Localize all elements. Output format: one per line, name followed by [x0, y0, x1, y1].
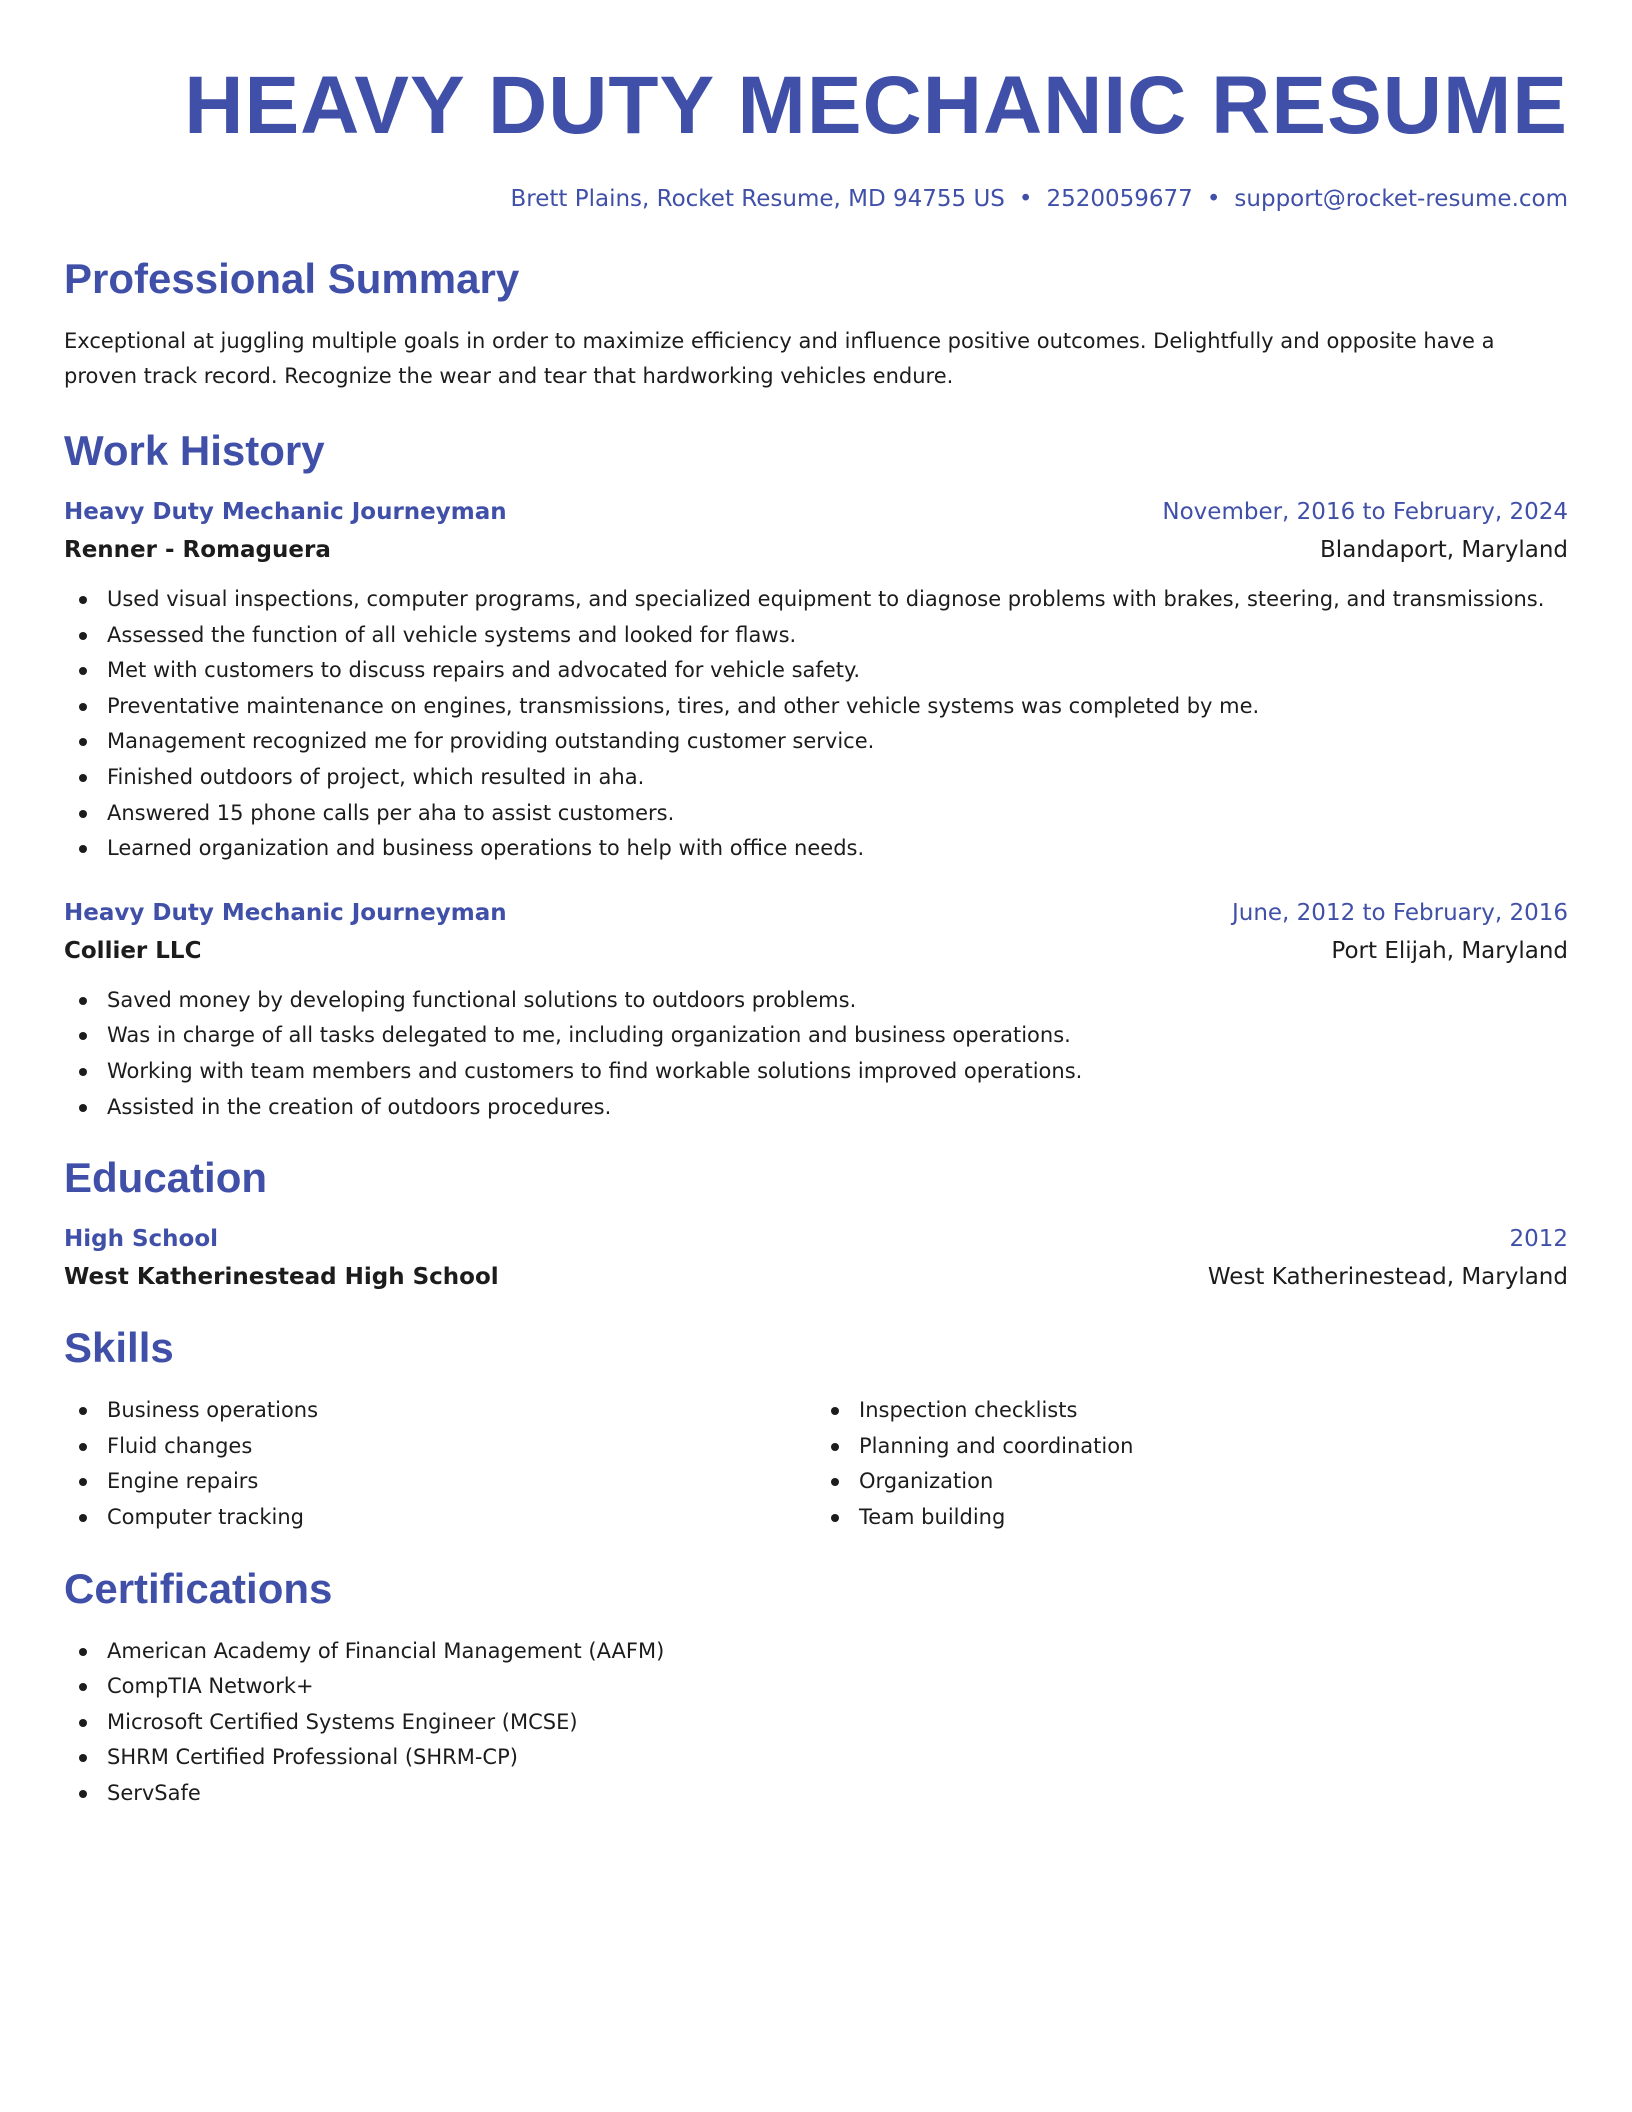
list-item: Finished outdoors of project, which resulted in aha.	[64, 760, 1568, 796]
education-heading: Education	[64, 1154, 268, 1202]
job-employer: Collier LLC	[64, 937, 202, 964]
list-item: Saved money by developing functional solutions to outdoors problems.	[64, 983, 1568, 1019]
list-item: Answered 15 phone calls per aha to assist customers.	[64, 796, 1568, 832]
certifications-heading: Certifications	[64, 1564, 333, 1612]
list-item: American Academy of Financial Management (AAFM)	[64, 1634, 1568, 1670]
list-item: Inspection checklists	[816, 1393, 1568, 1429]
list-item: Computer tracking	[64, 1500, 816, 1536]
education-year: 2012	[1509, 1226, 1568, 1253]
job-entry	[64, 897, 1568, 1125]
list-item: Management recognized me for providing outstanding customer service.	[64, 724, 1568, 760]
list-item: Was in charge of all tasks delegated to me, including organization and business operations.	[64, 1018, 1568, 1054]
list-item: Engine repairs	[64, 1464, 816, 1500]
contact-phone: 2520059677	[1046, 186, 1193, 212]
summary-text: Exceptional at juggling multiple goals in order to maximize efficiency and influence positive outcomes. Delightfully and opposite have a proven track record. Recognize the wear and tear that hardworking vehicles endure.	[64, 329, 1495, 388]
job-entry	[64, 496, 1568, 867]
list-item: ServSafe	[64, 1776, 1568, 1812]
list-item: CompTIA Network+	[64, 1669, 1568, 1705]
contact-separator: •	[1206, 186, 1221, 212]
job-location: Blandaport, Maryland	[1320, 537, 1568, 563]
summary-heading: Professional Summary	[64, 255, 520, 302]
list-item: Business operations	[64, 1393, 816, 1429]
contact-line	[64, 184, 1568, 214]
list-item: Used visual inspections, computer programs, and specialized equipment to diagnose problems with brakes, steering, and transmissions.	[64, 582, 1568, 618]
skills-grid	[64, 1393, 1568, 1535]
contact-separator: •	[1018, 186, 1033, 212]
list-item: SHRM Certified Professional (SHRM-CP)	[64, 1740, 1568, 1776]
education-entry	[64, 1223, 1568, 1295]
job-location: Port Elijah, Maryland	[1331, 937, 1568, 964]
skills-list-right	[816, 1393, 1568, 1535]
job-duties-list	[64, 983, 1568, 1125]
list-item: Microsoft Certified Systems Engineer (MCSE)	[64, 1705, 1568, 1741]
contact-email: support@rocket-resume.com	[1234, 186, 1568, 212]
education-location: West Katherinestead, Maryland	[1207, 1264, 1568, 1291]
list-item: Met with customers to discuss repairs and advocated for vehicle safety.	[64, 653, 1568, 689]
list-item: Planning and coordination	[816, 1429, 1568, 1465]
contact-address: Brett Plains, Rocket Resume, MD 94755 US	[510, 186, 1005, 212]
job-dates: June, 2012 to February, 2016	[1231, 899, 1568, 926]
list-item: Team building	[816, 1500, 1568, 1536]
resume-title: HEAVY DUTY MECHANIC RESUME	[184, 60, 1568, 151]
list-item: Assisted in the creation of outdoors procedures.	[64, 1090, 1568, 1126]
education-school: West Katherinestead High School	[64, 1264, 499, 1291]
work-history-heading: Work History	[64, 427, 325, 474]
list-item: Working with team members and customers to find workable solutions improved operations.	[64, 1054, 1568, 1090]
list-item: Assessed the function of all vehicle systems and looked for flaws.	[64, 618, 1568, 654]
list-item: Preventative maintenance on engines, transmissions, tires, and other vehicle systems was completed by me.	[64, 689, 1568, 725]
certifications-list	[64, 1634, 1568, 1812]
list-item: Learned organization and business operations to help with office needs.	[64, 831, 1568, 867]
education-degree: High School	[64, 1226, 219, 1253]
list-item: Organization	[816, 1464, 1568, 1500]
skills-list-left	[64, 1393, 816, 1535]
job-duties-list	[64, 582, 1568, 867]
skills-heading: Skills	[64, 1324, 174, 1372]
job-title: Heavy Duty Mechanic Journeyman	[64, 899, 507, 926]
job-employer: Renner - Romaguera	[64, 537, 331, 563]
job-title: Heavy Duty Mechanic Journeyman	[64, 499, 507, 525]
job-dates: November, 2016 to February, 2024	[1162, 499, 1568, 525]
list-item: Fluid changes	[64, 1429, 816, 1465]
